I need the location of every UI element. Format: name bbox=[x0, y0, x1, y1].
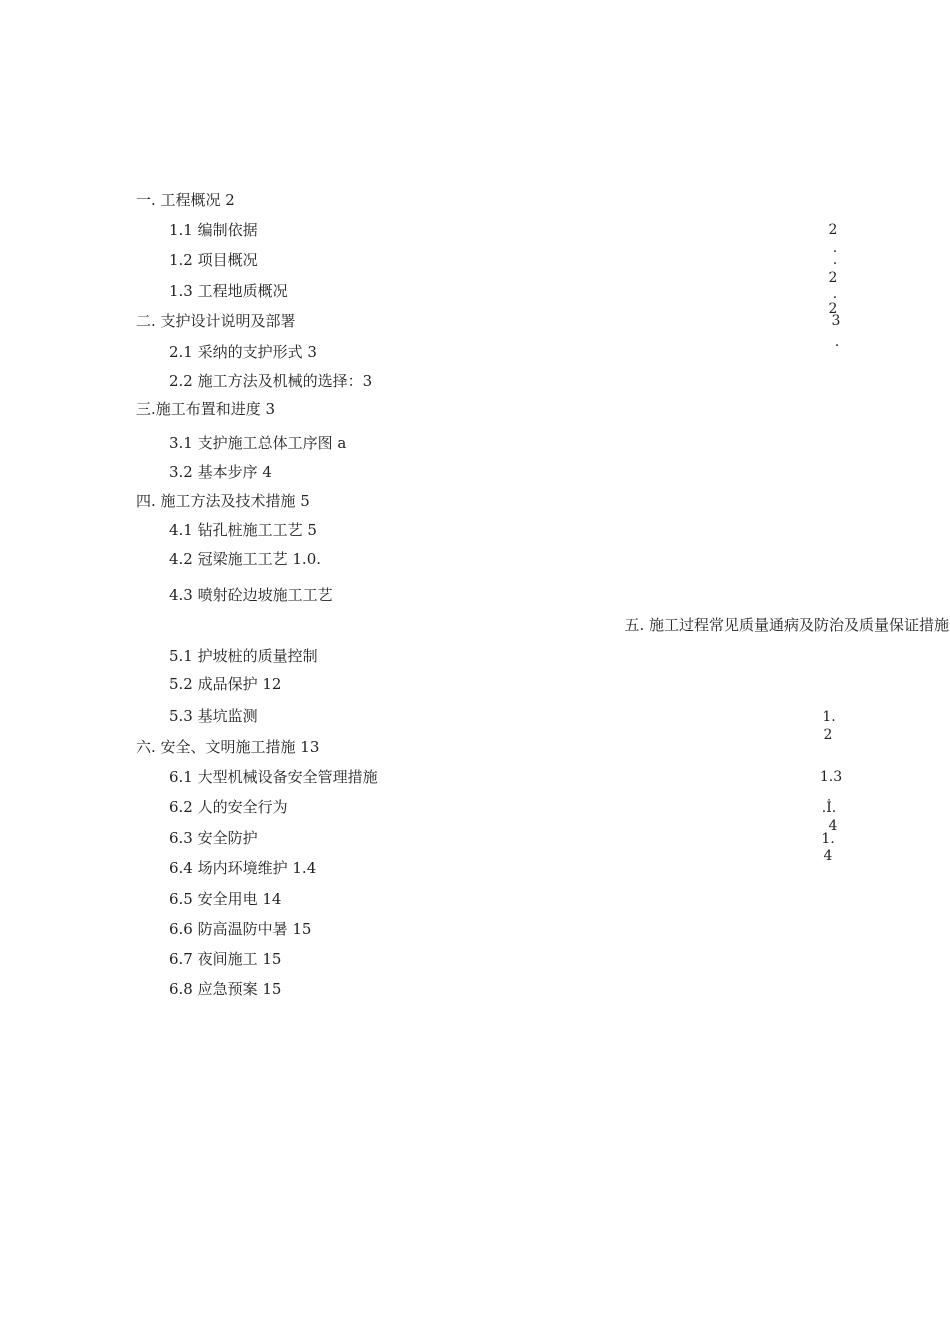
toc-entry: 四. 施工方法及技术措施 5 bbox=[136, 492, 310, 510]
page-number-fragment: .İ. bbox=[821, 800, 837, 816]
page-number-fragment: 1.3 bbox=[819, 769, 843, 785]
toc-entry: 一. 工程概况 2 bbox=[136, 191, 235, 209]
toc-entry: 5.1 护坡桩的质量控制 bbox=[169, 647, 318, 665]
toc-entry: 6.8 应急预案 15 bbox=[169, 980, 282, 998]
toc-entry: 2.2 施工方法及机械的选择：3 bbox=[169, 372, 373, 390]
page-number-fragment: . bbox=[832, 252, 838, 268]
toc-entry: 1.3 工程地质概况 bbox=[169, 282, 288, 300]
page-number-fragment: . bbox=[832, 240, 838, 256]
toc-entry: 6.5 安全用电 14 bbox=[169, 890, 282, 908]
page-number-fragment: 2 bbox=[828, 222, 838, 238]
page-number-fragment: 4 bbox=[828, 818, 838, 834]
page-number-fragment: 2 bbox=[823, 727, 833, 743]
toc-entry: 3.2 基本步序 4 bbox=[169, 463, 272, 481]
toc-entry: 6.7 夜间施工 15 bbox=[169, 950, 282, 968]
toc-entry: 3.1 支护施工总体工序图 a bbox=[169, 434, 347, 452]
page-number-fragment: 3 bbox=[831, 313, 841, 329]
page-number-fragment: . bbox=[832, 286, 838, 302]
page-number-fragment: 1. bbox=[822, 709, 836, 725]
toc-entry: 2.1 采纳的支护形式 3 bbox=[169, 343, 317, 361]
toc-entry: 1.2 项目概况 bbox=[169, 251, 258, 269]
toc-entry: 5.2 成品保护 12 bbox=[169, 675, 282, 693]
page-number-fragment: 4 bbox=[823, 848, 833, 864]
page-number-fragment: 2 bbox=[828, 301, 838, 317]
toc-entry: 4.3 喷射砼边坡施工工艺 bbox=[169, 586, 333, 604]
toc-entry: 4.1 钻孔桩施工工艺 5 bbox=[169, 521, 317, 539]
toc-entry: 5.3 基坑监测 bbox=[169, 707, 258, 725]
toc-entry: 二. 支护设计说明及部署 bbox=[136, 312, 296, 330]
toc-entry: 6.6 防高温防中暑 15 bbox=[169, 920, 312, 938]
toc-entry: 三.施工布置和进度 3 bbox=[136, 400, 276, 418]
toc-entry: 6.1 大型机械设备安全管理措施 bbox=[169, 768, 378, 786]
toc-entry: 6.2 人的安全行为 bbox=[169, 798, 288, 816]
toc-entry: 1.1 编制依据 bbox=[169, 221, 258, 239]
page-number-fragment: 1. bbox=[821, 831, 835, 847]
toc-entry: 六. 安全、文明施工措施 13 bbox=[136, 738, 320, 756]
toc-entry: 五. 施工过程常见质量通病及防治及质量保证措施 bbox=[624, 616, 949, 634]
page-number-fragment: 2 bbox=[828, 270, 838, 286]
toc-entry: 4.2 冠梁施工工艺 1.0. bbox=[169, 550, 322, 568]
toc-entry: 6.3 安全防护 bbox=[169, 829, 258, 847]
page-number-fragment: . bbox=[834, 334, 840, 350]
toc-entry: 6.4 场内环境维护 1.4 bbox=[169, 859, 317, 877]
